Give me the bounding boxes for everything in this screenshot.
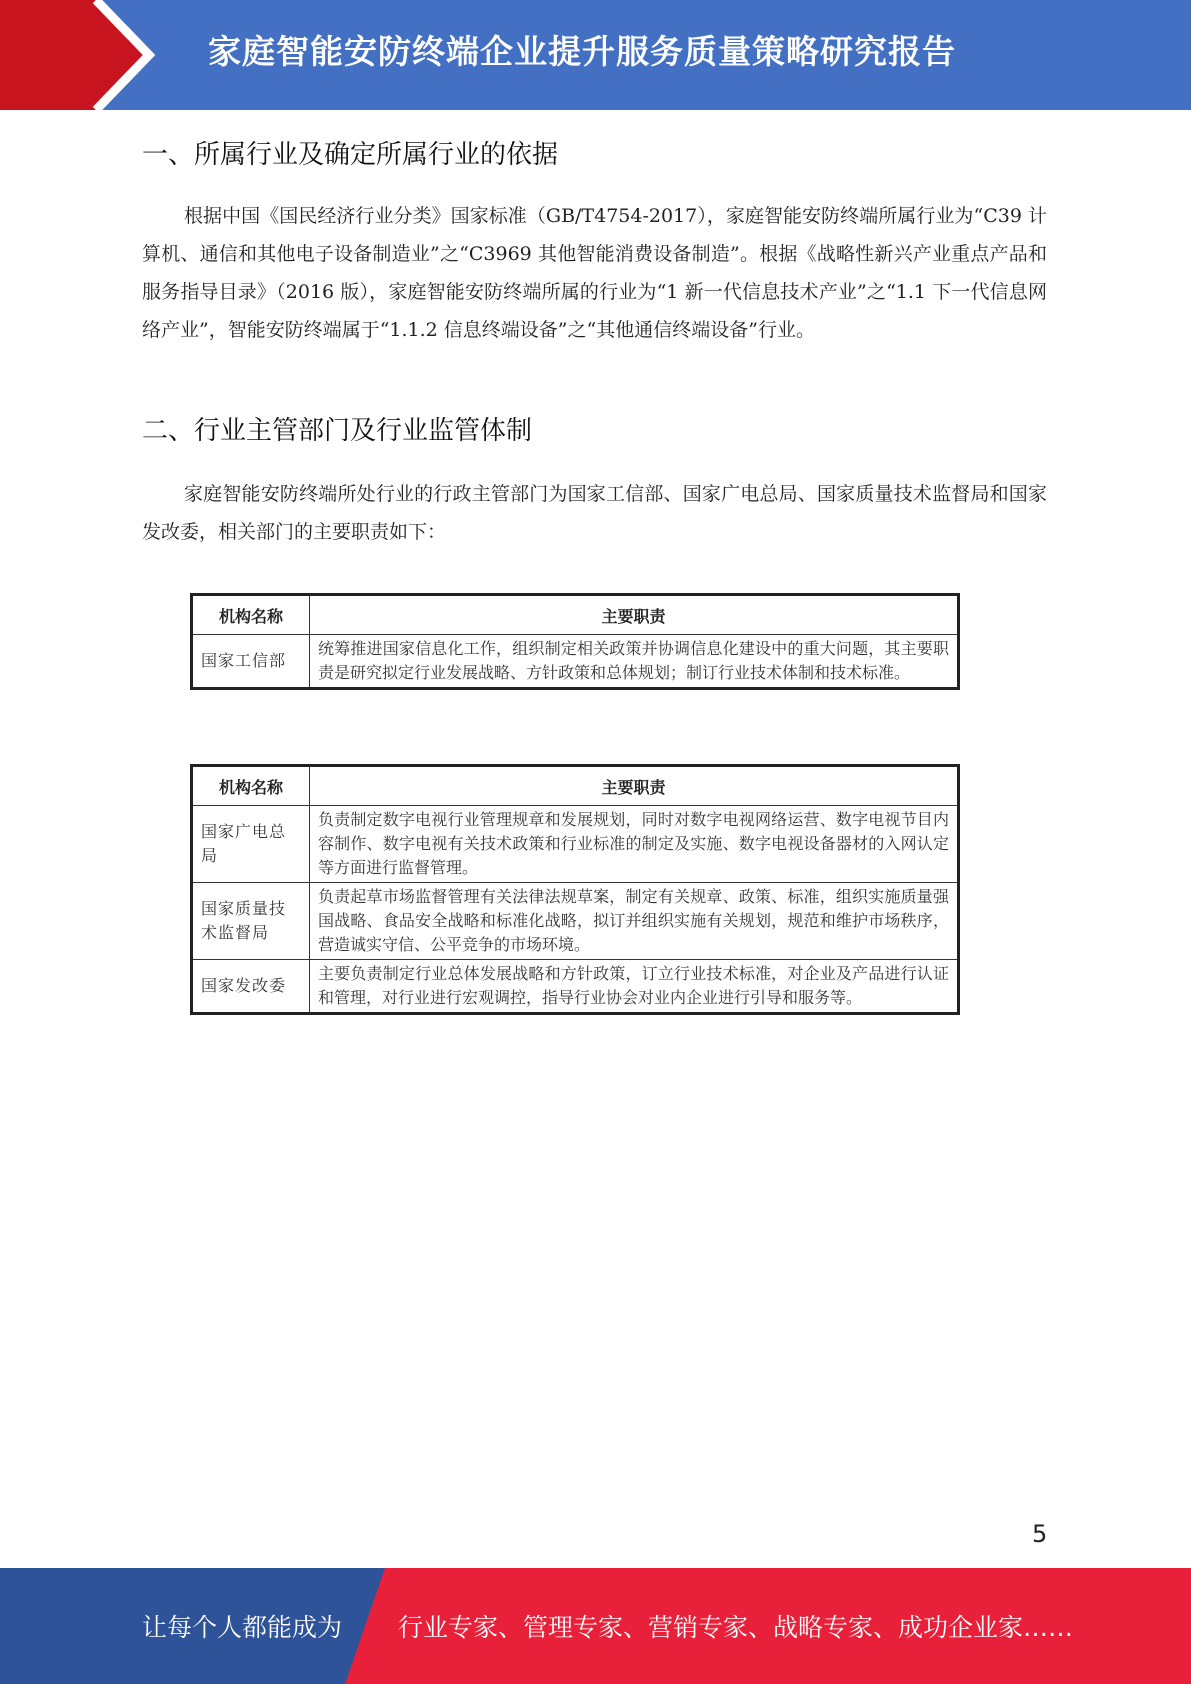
table-header-row [192,766,959,806]
org-name-cell: 国家广电总局 [192,806,310,883]
section-paragraph-industry: 根据中国《国民经济行业分类》国家标准（GB/T4754-2017），家庭智能安防终端所属行业为“C39 计算机、通信和其他电子设备制造业”之“C3969 其他智能消费设备制造”。根据《战略性新兴产业重点产品和服务指导目录》（2016 版），家庭智能安防终端所属的行业为“1 新一代信息技术产业”之“1.1 下一代信息网络产业”，智能安防终端属于“1.1.2 信息终端设备”之“其他通信终端设备”行业。 [142,205,1047,341]
duties-cell: 统筹推进国家信息化工作，组织制定相关政策并协调信息化建设中的重大问题，其主要职责是研究拟定行业发展战略、方针政策和总体规划；制订行业技术体制和技术标准。 [310,635,959,689]
page-footer [0,1568,1191,1684]
header-org-name: 机构名称 [192,766,310,806]
org-name-cell: 国家质量技术监督局 [192,883,310,960]
footer-slogan-left: 让每个人都能成为 [142,1613,343,1642]
page-number: 5 [1032,1520,1048,1548]
duty-table-1 [190,593,960,690]
page-header [0,0,1191,110]
header-duties: 主要职责 [310,595,959,635]
org-name-cell: 国家发改委 [192,960,310,1014]
header-red-arrow-decoration [0,0,160,110]
table-row [192,635,959,689]
header-org-name: 机构名称 [192,595,310,635]
section-heading-regulation: 二、行业主管部门及行业监管体制 [142,416,533,446]
header-duties: 主要职责 [310,766,959,806]
section-paragraph-regulation: 家庭智能安防终端所处行业的行政主管部门为国家工信部、国家广电总局、国家质量技术监督局和国家发改委，相关部门的主要职责如下： [142,483,1047,543]
table-row [192,806,959,883]
duties-cell: 主要负责制定行业总体发展战略和方针政策，订立行业技术标准，对企业及产品进行认证和管理，对行业进行宏观调控，指导行业协会对业内企业进行引导和服务等。 [310,960,959,1014]
table-row [192,960,959,1014]
org-name-cell: 国家工信部 [192,635,310,689]
table-header-row [192,595,959,635]
table-row [192,883,959,960]
duties-cell: 负责制定数字电视行业管理规章和发展规划，同时对数字电视网络运营、数字电视节目内容制作、数字电视有关技术政策和行业标准的制定及实施、数字电视设备器材的入网认定等方面进行监督管理。 [310,806,959,883]
report-title: 家庭智能安防终端企业提升服务质量策略研究报告 [208,32,956,71]
footer-slogan-right: 行业专家、管理专家、营销专家、战略专家、成功企业家…… [398,1613,1074,1642]
duty-table-2 [190,764,960,1015]
duties-cell: 负责起草市场监督管理有关法律法规草案，制定有关规章、政策、标准，组织实施质量强国战略、食品安全战略和标准化战略，拟订并组织实施有关规划，规范和维护市场秩序，营造诚实守信、公平竞争的市场环境。 [310,883,959,960]
section-heading-industry: 一、所属行业及确定所属行业的依据 [142,140,559,170]
